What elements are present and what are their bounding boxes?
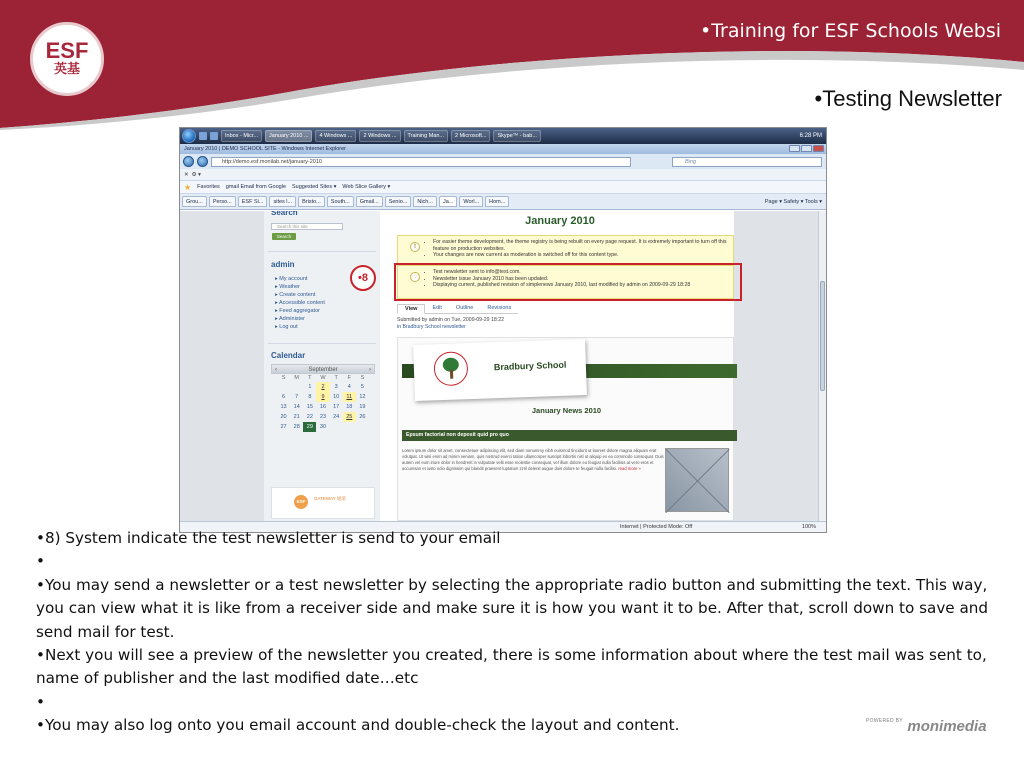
- note-line: •You may also log onto you email account and double-check the layout and content.: [36, 716, 680, 735]
- calendar-day: 13: [280, 404, 287, 410]
- powered-by-label: POWERED BY: [866, 718, 903, 724]
- calendar-weekday: T: [308, 375, 312, 381]
- quicklaunch-icon[interactable]: [199, 132, 207, 140]
- calendar-day: 18: [346, 404, 353, 410]
- calendar-weekday: S: [281, 375, 286, 381]
- newsletter-school-name: Bradbury School: [493, 359, 567, 373]
- warning-item: • For easier theme development, the theme registry is being rebuilt on every page request. It is extremely important to turn off this feature on production websites.: [433, 239, 729, 252]
- note-line: •: [36, 692, 45, 711]
- calendar-day: 8: [308, 394, 312, 400]
- next-month-icon[interactable]: ›: [369, 367, 371, 373]
- calendar-day-event[interactable]: 2: [316, 382, 329, 392]
- forward-icon[interactable]: [197, 156, 208, 167]
- esf-logo-chinese: 英基: [53, 62, 80, 77]
- favorites-bar: [180, 181, 826, 194]
- newsletter-article-body: [402, 448, 670, 472]
- warning-icon: !: [410, 242, 420, 252]
- browser-tab[interactable]: ESF Si...: [238, 196, 268, 207]
- newsletter-image-placeholder: [665, 448, 729, 512]
- taskbar-item[interactable]: January 2010 ...: [265, 130, 312, 142]
- search-input[interactable]: Bing: [672, 157, 822, 167]
- browser-tab[interactable]: Gmail...: [356, 196, 383, 207]
- site-sidebar: [264, 211, 380, 521]
- browser-tabs: [180, 194, 826, 210]
- step-callout: •8: [350, 265, 376, 291]
- monimedia-logo: [866, 718, 987, 736]
- node-title: January 2010: [525, 215, 595, 227]
- close-tab-icon[interactable]: ✕: [184, 172, 189, 178]
- esf-logo-text: ESF: [45, 38, 89, 63]
- admin-link-create-content[interactable]: ▸ Create content: [275, 291, 325, 299]
- search-block-title: Search: [271, 211, 298, 217]
- favorite-link[interactable]: Web Slice Gallery ▾: [342, 184, 391, 190]
- gateway-banner[interactable]: [271, 487, 375, 519]
- window-title-bar: [180, 144, 826, 154]
- menu-row: [180, 169, 826, 181]
- browser-tab[interactable]: Nich...: [413, 196, 437, 207]
- admin-block-title: admin: [271, 260, 295, 269]
- note-line: •Next you will see a preview of the newsletter you created, there is some information about where the test mail was sent to, name of publisher and the last modified date…etc: [36, 646, 987, 688]
- calendar-day: 5: [360, 384, 364, 390]
- browser-screenshot: [179, 127, 827, 533]
- quicklaunch-icon[interactable]: [210, 132, 218, 140]
- admin-link-weather[interactable]: ▸ Weather: [275, 283, 325, 291]
- browser-tab[interactable]: Grou...: [182, 196, 207, 207]
- calendar-day: [277, 382, 290, 392]
- start-button[interactable]: [182, 129, 196, 143]
- tab-view[interactable]: View: [397, 304, 425, 314]
- taskbar-item[interactable]: 2 Windows ...: [359, 130, 400, 142]
- calendar-day: 4: [347, 384, 351, 390]
- calendar-day-today: 29: [303, 422, 316, 432]
- favorites-star-icon[interactable]: ★: [184, 182, 192, 192]
- close-button[interactable]: [813, 145, 824, 152]
- slide-header: [0, 0, 1024, 130]
- vertical-scrollbar[interactable]: [818, 211, 826, 521]
- calendar-day: 30: [319, 424, 327, 430]
- calendar-widget: [271, 364, 375, 432]
- theme-warning-message: [397, 235, 734, 265]
- node-tabs: [397, 304, 518, 314]
- back-icon[interactable]: [183, 156, 194, 167]
- browser-tab[interactable]: Worl...: [459, 196, 483, 207]
- taskbar-item[interactable]: Skype™ - bab...: [493, 130, 540, 142]
- window-controls: [789, 145, 824, 152]
- calendar-day: 6: [282, 394, 286, 400]
- calendar-weekday: W: [320, 375, 326, 381]
- gateway-logo-icon: ESF 英基: [294, 495, 308, 509]
- tab-edit[interactable]: Edit: [425, 304, 448, 314]
- slide-title: •Training for ESF Schools Websi: [700, 20, 1002, 42]
- favorite-link[interactable]: Suggested Sites ▾: [292, 184, 337, 190]
- page-viewport: [180, 211, 818, 521]
- newsletter-logo-card: [413, 339, 587, 401]
- taskbar-item[interactable]: Inbox - Micr...: [221, 130, 262, 142]
- browser-tab[interactable]: Bristo...: [298, 196, 325, 207]
- tab-revisions[interactable]: Revisions: [480, 304, 518, 314]
- calendar-day: 7: [295, 394, 299, 400]
- calendar-month-label: September: [308, 367, 338, 373]
- calendar-day: 12: [359, 394, 366, 400]
- newsletter-article-title: Epsum factorial non deposit quid pro quo: [402, 430, 737, 441]
- calendar-day: 19: [359, 404, 366, 410]
- calendar-day: 17: [333, 404, 340, 410]
- calendar-day: 24: [333, 414, 340, 420]
- status-item-revision: • Displaying current, published revision of simplenews January 2010, last modified by admin on 2009-09-29 18:28: [433, 282, 729, 289]
- command-bar[interactable]: Page ▾ Safety ▾ Tools ▾: [764, 198, 822, 205]
- newsletter-category-link[interactable]: in Bradbury School newsletter: [397, 324, 466, 330]
- browser-tab-active[interactable]: Ja...: [439, 196, 457, 207]
- newsletter-preview: [397, 337, 734, 521]
- security-zone[interactable]: Internet | Protected Mode: Off: [620, 524, 693, 530]
- calendar-weekday: S: [360, 375, 365, 381]
- calendar-day: [343, 422, 356, 432]
- browser-tab[interactable]: sites l...: [269, 196, 296, 207]
- website-page: [264, 211, 734, 521]
- calendar-day: 21: [293, 414, 300, 420]
- window-title: January 2010 | DEMO SCHOOL SITE - Windows Internet Explorer: [184, 146, 347, 152]
- calendar-day: 14: [293, 404, 300, 410]
- admin-link-administer[interactable]: ▸ Administer: [275, 315, 325, 323]
- calendar-day: 26: [359, 414, 366, 420]
- scrollbar-thumb[interactable]: [820, 281, 825, 391]
- calendar-grid: [277, 374, 369, 432]
- browser-tab[interactable]: Senio...: [385, 196, 412, 207]
- calendar-day: 28: [293, 424, 300, 430]
- note-line: •You may send a newsletter or a test newsletter by selecting the appropriate radio button and submitting the text. This way, you can view what it is like from a receiver side and make sure it is how you want it to be. After that, scroll down to save and send mail for test.: [36, 575, 989, 641]
- taskbar-item[interactable]: Training Man...: [404, 130, 448, 142]
- taskbar-item[interactable]: 2 Microsoft...: [451, 130, 490, 142]
- windows-taskbar: [180, 128, 826, 144]
- sidebar-divider: [268, 343, 376, 344]
- calendar-day-event[interactable]: 11: [343, 392, 356, 402]
- calendar-day: [330, 422, 343, 432]
- status-item-test-sent: • Test newsletter sent to info@test.com.: [433, 269, 729, 276]
- admin-link-log-out[interactable]: ▸ Log out: [275, 323, 325, 331]
- slide-subtitle: •Testing Newsletter: [814, 86, 1002, 111]
- calendar-day-event[interactable]: 25: [343, 412, 356, 422]
- gateway-label: GATEWAY 通道: [314, 496, 346, 501]
- newsletter-issue-title: January News 2010: [531, 406, 602, 415]
- calendar-day: 1: [308, 384, 312, 390]
- highlight-box: [394, 263, 742, 301]
- slide-notes: [36, 527, 996, 738]
- calendar-day: 20: [280, 414, 287, 420]
- calendar-day: 16: [319, 404, 327, 410]
- address-bar-row: [180, 154, 826, 169]
- brand-name: monimedia: [907, 718, 987, 735]
- warning-item: • Your changes are now current as moderation is switched off for this content type.: [433, 252, 729, 259]
- admin-menu: [275, 275, 325, 331]
- browser-tab[interactable]: Hom...: [485, 196, 509, 207]
- convert-icon[interactable]: ⚙ ▾: [191, 172, 201, 178]
- favorite-link[interactable]: gmail Email from Google: [225, 184, 287, 190]
- browser-tab[interactable]: Perso...: [209, 196, 236, 207]
- calendar-title: Calendar: [271, 351, 306, 360]
- submitted-by: Submitted by admin on Tue, 2009-09-29 18:22: [397, 317, 504, 323]
- zoom-level[interactable]: 100%: [801, 524, 816, 530]
- calendar-day-event[interactable]: 9: [316, 392, 329, 402]
- site-search-button[interactable]: Search: [272, 233, 296, 240]
- newsletter-body-text: Lorem ipsum dolor sit amet, consectetuer adipiscing elit, sed diam nonummy nibh euismod tincidunt ut laoreet dolore magna aliquam erat volutpat. Ut wisi enim ad minim veniam, quis nostrud exerci tation ullamcorper suscipit lobortis nisl ut aliquip ex ea commodo consequat. Duis autem vel eum iriure dolor in hendrerit in vulputate velit esse molestie consequat, vel illum dolore eu feugiat nulla facilisis at vero eros et accumsan et iusto odio dignissim qui blandit praesent luptatum zzril delenit augue duis dolore te feugait nulla facilisi.: [402, 448, 664, 471]
- admin-link-accessible-content[interactable]: ▸ Accessible content: [275, 299, 325, 307]
- school-crest-icon: [433, 351, 468, 386]
- favorites-button[interactable]: Favorites: [197, 184, 220, 190]
- calendar-weekday: M: [294, 375, 299, 381]
- taskbar-clock[interactable]: 6:28 PM: [799, 133, 822, 139]
- status-icon: ○: [410, 272, 420, 282]
- tab-outline[interactable]: Outline: [449, 304, 480, 314]
- calendar-day: 10: [333, 394, 340, 400]
- calendar-day: 3: [334, 384, 338, 390]
- prev-month-icon[interactable]: ‹: [275, 367, 277, 373]
- note-line: •8) System indicate the test newsletter is send to your email: [36, 529, 501, 547]
- calendar-day: 15: [306, 404, 313, 410]
- note-line: •: [36, 552, 45, 571]
- calendar-weekday: T: [334, 375, 338, 381]
- address-input[interactable]: http://demo.esf.monilab.net/january-2010: [211, 157, 631, 167]
- esf-logo: [30, 22, 104, 96]
- calendar-day: [290, 382, 303, 392]
- warning-list: [428, 239, 729, 259]
- maximize-button[interactable]: [801, 145, 812, 152]
- status-item-updated: • Newsletter issue January 2010 has been updated.: [433, 276, 729, 283]
- browser-tab[interactable]: South...: [327, 196, 354, 207]
- taskbar-item[interactable]: 4 Windows ...: [315, 130, 356, 142]
- site-main-content: [386, 211, 734, 521]
- sidebar-divider: [268, 251, 376, 252]
- calendar-day: 23: [319, 414, 327, 420]
- read-more-link[interactable]: read more »: [618, 466, 641, 471]
- calendar-day: 27: [280, 424, 287, 430]
- calendar-month: [271, 364, 375, 374]
- submitted-info: [397, 317, 504, 331]
- admin-link-my-account[interactable]: ▸ My account: [275, 275, 325, 283]
- calendar-day: [356, 422, 369, 432]
- minimize-button[interactable]: [789, 145, 800, 152]
- calendar-weekday: F: [347, 375, 351, 381]
- calendar-day: 22: [306, 414, 313, 420]
- site-search-input[interactable]: Search this site: [271, 223, 343, 230]
- admin-link-feed-aggregator[interactable]: ▸ Feed aggregator: [275, 307, 325, 315]
